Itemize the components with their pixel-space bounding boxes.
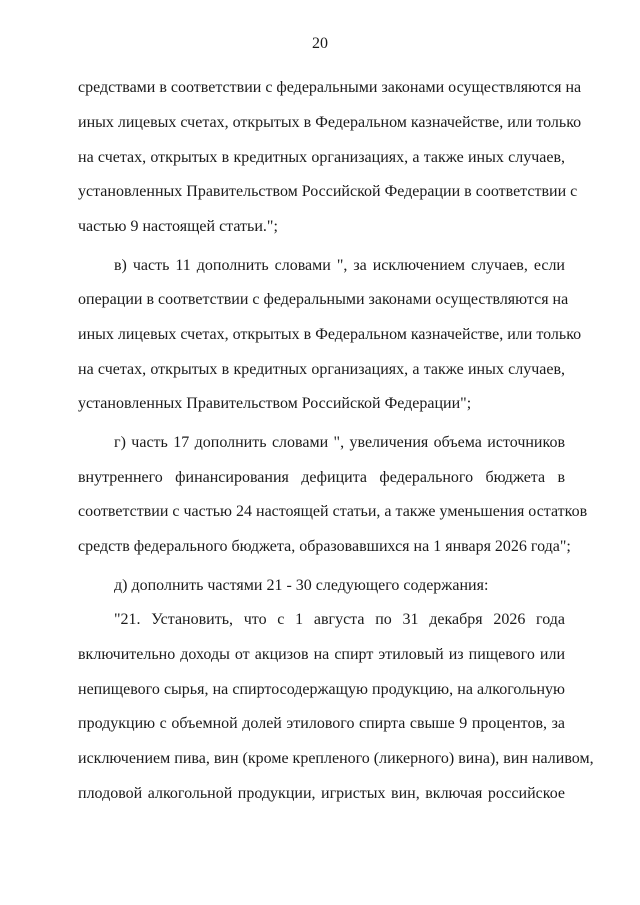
text-line: непищевого сырья, на спиртосодержащую продукцию, на алкогольную [78,681,565,698]
text-line: иных лицевых счетах, открытых в Федеральном казначействе, или только [78,326,582,343]
text-line: средствами в соответствии с федеральными законами осуществляются на [78,79,582,96]
text-line: на счетах, открытых в кредитных организациях, а также иных случаев, [78,149,565,166]
text-line: установленных Правительством Российской Федерации в соответствии с [78,183,578,200]
text-line: установленных Правительством Российской Федерации"; [78,395,472,412]
text-line: операции в соответствии с федеральными законами осуществляются на [78,291,569,308]
text-line: частью 9 настоящей статьи."; [78,218,278,235]
text-line: включительно доходы от акцизов на спирт этиловый из пищевого или [78,646,565,663]
text-line: внутреннего финансирования дефицита федерального бюджета в [78,469,565,486]
page-number: 20 [312,35,328,52]
text-line: г) часть 17 дополнить словами ", увеличения объема источников [114,434,565,451]
text-line: соответствии с частью 24 настоящей статьи, а также уменьшения остатков [78,503,588,520]
text-line: плодовой алкогольной продукции, игристых вин, включая российское [78,785,565,802]
text-line: иных лицевых счетах, открытых в Федеральном казначействе, или только [78,114,582,131]
text-line: исключением пива, вин (кроме крепленого (ликерного) вина), вин наливом, [78,750,594,767]
text-line: "21. Установить, что с 1 августа по 31 декабря 2026 года [114,611,565,628]
text-line: продукцию с объемной долей этилового спирта свыше 9 процентов, за [78,715,565,732]
text-line: д) дополнить частями 21 - 30 следующего содержания: [114,577,489,594]
text-line: в) часть 11 дополнить словами ", за исключением случаев, если [114,257,565,274]
text-line: на счетах, открытых в кредитных организациях, а также иных случаев, [78,361,565,378]
text-line: средств федерального бюджета, образовавшихся на 1 января 2026 года"; [78,538,571,555]
